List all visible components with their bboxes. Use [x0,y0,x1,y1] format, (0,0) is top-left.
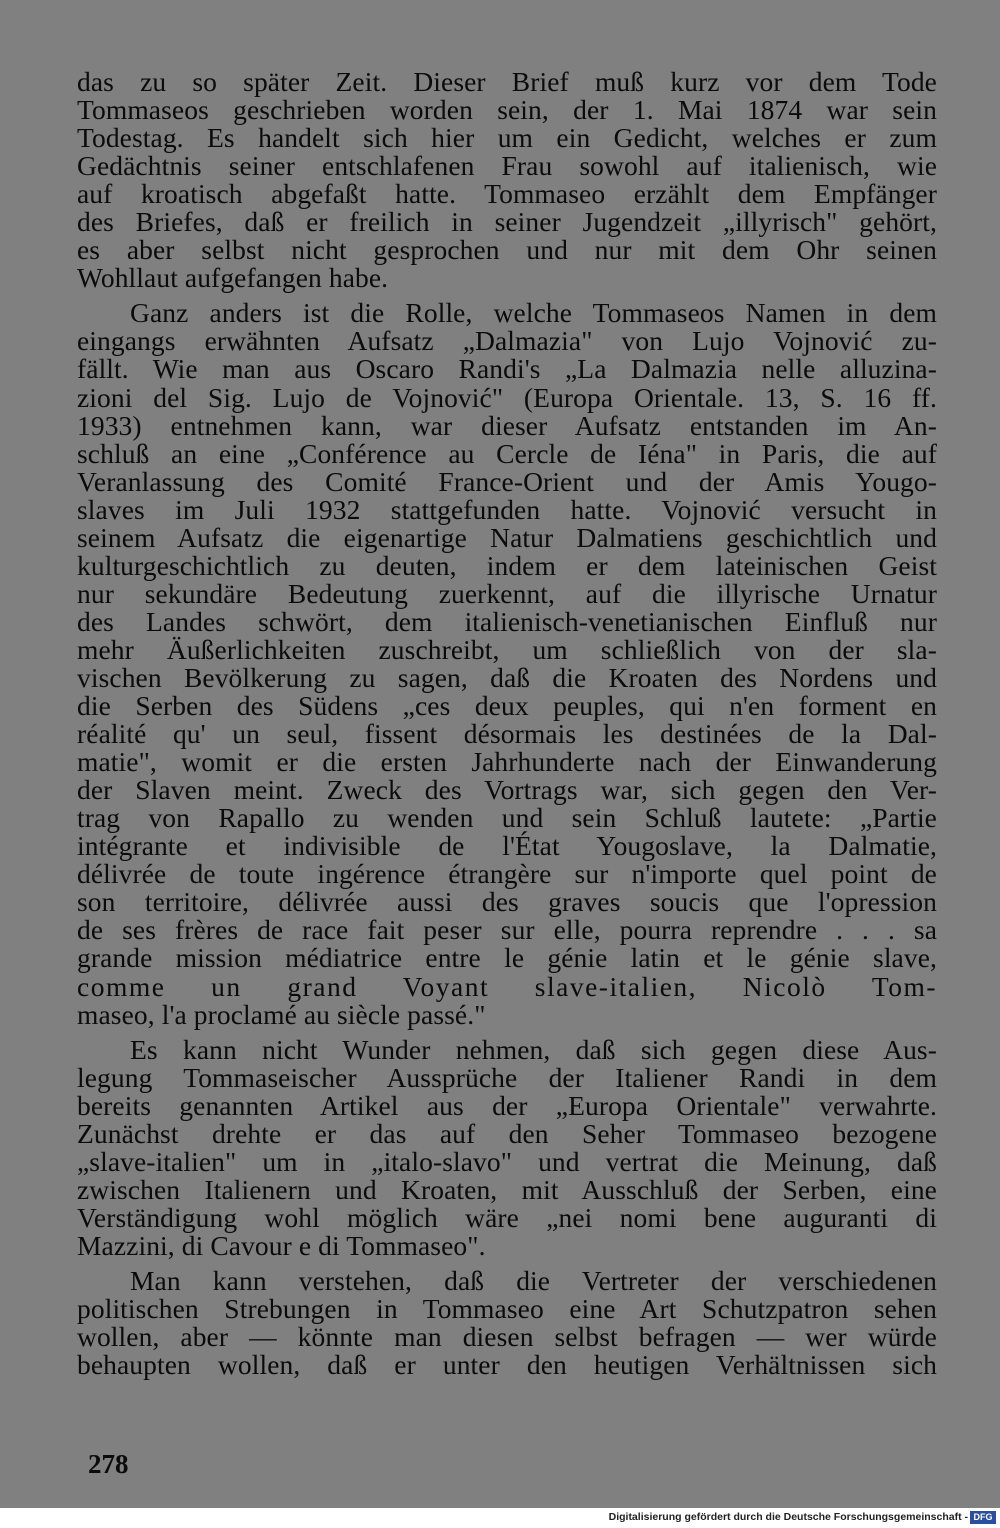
text-line: Es kann nicht Wunder nehmen, daß sich gegen diese Aus- [130,1033,937,1065]
text-line: maseo, l'a proclamé au siècle passé." [77,998,486,1030]
text-line: seinem Aufsatz die eigenartige Natur Dalmatiens geschichtlich und [77,521,937,553]
text-line: es aber selbst nicht gesprochen und nur mit dem Ohr seinen [77,234,937,266]
text-line: son territoire, délivrée aussi des graves soucis que l'opression [77,886,937,918]
text-line: schluß an eine „Conférence au Cercle de Iéna" in Paris, die auf [77,437,937,469]
text-line: legung Tommaseischer Aussprüche der Italiener Randi in dem [77,1061,937,1093]
text-line: wollen, aber — könnte man diesen selbst befragen — wer würde [77,1321,937,1353]
text-line: vischen Bevölkerung zu sagen, daß die Kroaten des Nordens und [77,661,937,693]
page-number: 278 [88,1449,129,1479]
text-line: Tommaseos geschrieben worden sein, der 1. Mai 1874 war sein [77,94,937,126]
text-line: politischen Strebungen in Tommaseo eine Art Schutzpatron sehen [77,1293,937,1325]
text-line: Zunächst drehte er das auf den Seher Tommaseo bezogene [77,1117,937,1149]
body-text [77,68,937,1379]
text-line: nur sekundäre Bedeutung zuerkennt, auf die illyrische Urnatur [77,577,937,609]
text-line: trag von Rapallo zu wenden und sein Schluß lautete: „Partie [77,802,937,834]
text-line: Man kann verstehen, daß die Vertreter der verschiedenen [130,1264,937,1296]
text-line: mehr Äußerlichkeiten zuschreibt, um schließlich von der sla- [77,633,937,665]
text-line: matie", womit er die ersten Jahrhunderte nach der Einwanderung [77,746,937,778]
dfg-logo-icon: DFG [970,1511,996,1524]
text-line: intégrante et indivisible de l'État Yougoslave, la Dalmatie, [77,830,937,862]
text-line: kulturgeschichtlich zu deuten, indem er dem lateinischen Geist [77,549,937,581]
text-line: des Briefes, daß er freilich in seiner Jugendzeit „illyrisch" gehört, [77,206,937,238]
text-line: zwischen Italienern und Kroaten, mit Ausschluß der Serben, eine [77,1173,937,1205]
text-line: Gedächtnis seiner entschlafenen Frau sowohl auf italienisch, wie [77,150,937,182]
text-line: slaves im Juli 1932 stattgefunden hatte. Vojnović versucht in [77,493,937,525]
text-line: die Serben des Südens „ces deux peuples, qui n'en forment en [77,690,937,722]
text-line: zioni del Sig. Lujo de Vojnović" (Europa Orientale. 13, S. 16 ff. [77,381,937,413]
text-line: Veranlassung des Comité France-Orient und der Amis Yougo- [77,465,937,497]
text-line: réalité qu' un seul, fissent désormais les destinées de la Dal- [77,718,937,750]
text-line: Mazzini, di Cavour e di Tommaseo". [77,1229,486,1261]
text-line: „slave-italien" um in „italo-slavo" und vertrat die Meinung, daß [77,1145,937,1177]
text-line: der Slaven meint. Zweck des Vortrags war, sich gegen den Ver- [77,774,937,806]
text-line: behaupten wollen, daß er unter den heutigen Verhältnissen sich [77,1349,937,1381]
text-line: eingangs erwähnten Aufsatz „Dalmazia" von Lujo Vojnović zu- [77,325,937,357]
text-line: Verständigung wohl möglich wäre „nei nomi bene auguranti di [77,1201,937,1233]
text-line: fällt. Wie man aus Oscaro Randi's „La Dalmazia nelle alluzina- [77,353,937,385]
text-line: délivrée de toute ingérence étrangère sur n'importe quel point de [77,858,937,890]
text-line: comme un grand Voyant slave-italien, Nicolò Tom- [77,970,937,1002]
text-line: Wohllaut aufgefangen habe. [77,262,389,294]
text-line: Ganz anders ist die Rolle, welche Tommaseos Namen in dem [130,297,937,329]
text-line: 1933) entnehmen kann, war dieser Aufsatz entstanden im An- [77,409,937,441]
text-line: Todestag. Es handelt sich hier um ein Gedicht, welches er zum [77,122,937,154]
text-line: bereits genannten Artikel aus der „Europa Orientale" verwahrte. [77,1089,937,1121]
text-line: grande mission médiatrice entre le génie latin et le génie slave, [77,942,937,974]
text-line: de ses frères de race fait peser sur elle, pourra reprendre . . . sa [77,914,937,946]
text-line: das zu so später Zeit. Dieser Brief muß kurz vor dem Tode [77,66,937,97]
text-line: des Landes schwört, dem italienisch-venetianischen Einfluß nur [77,605,937,637]
digitization-footer [0,1508,1000,1528]
text-line: auf kroatisch abgefaßt hatte. Tommaseo erzählt dem Empfänger [77,178,937,210]
funding-credit: Digitalisierung gefördert durch die Deutsche Forschungsgemeinschaft - [608,1511,968,1523]
